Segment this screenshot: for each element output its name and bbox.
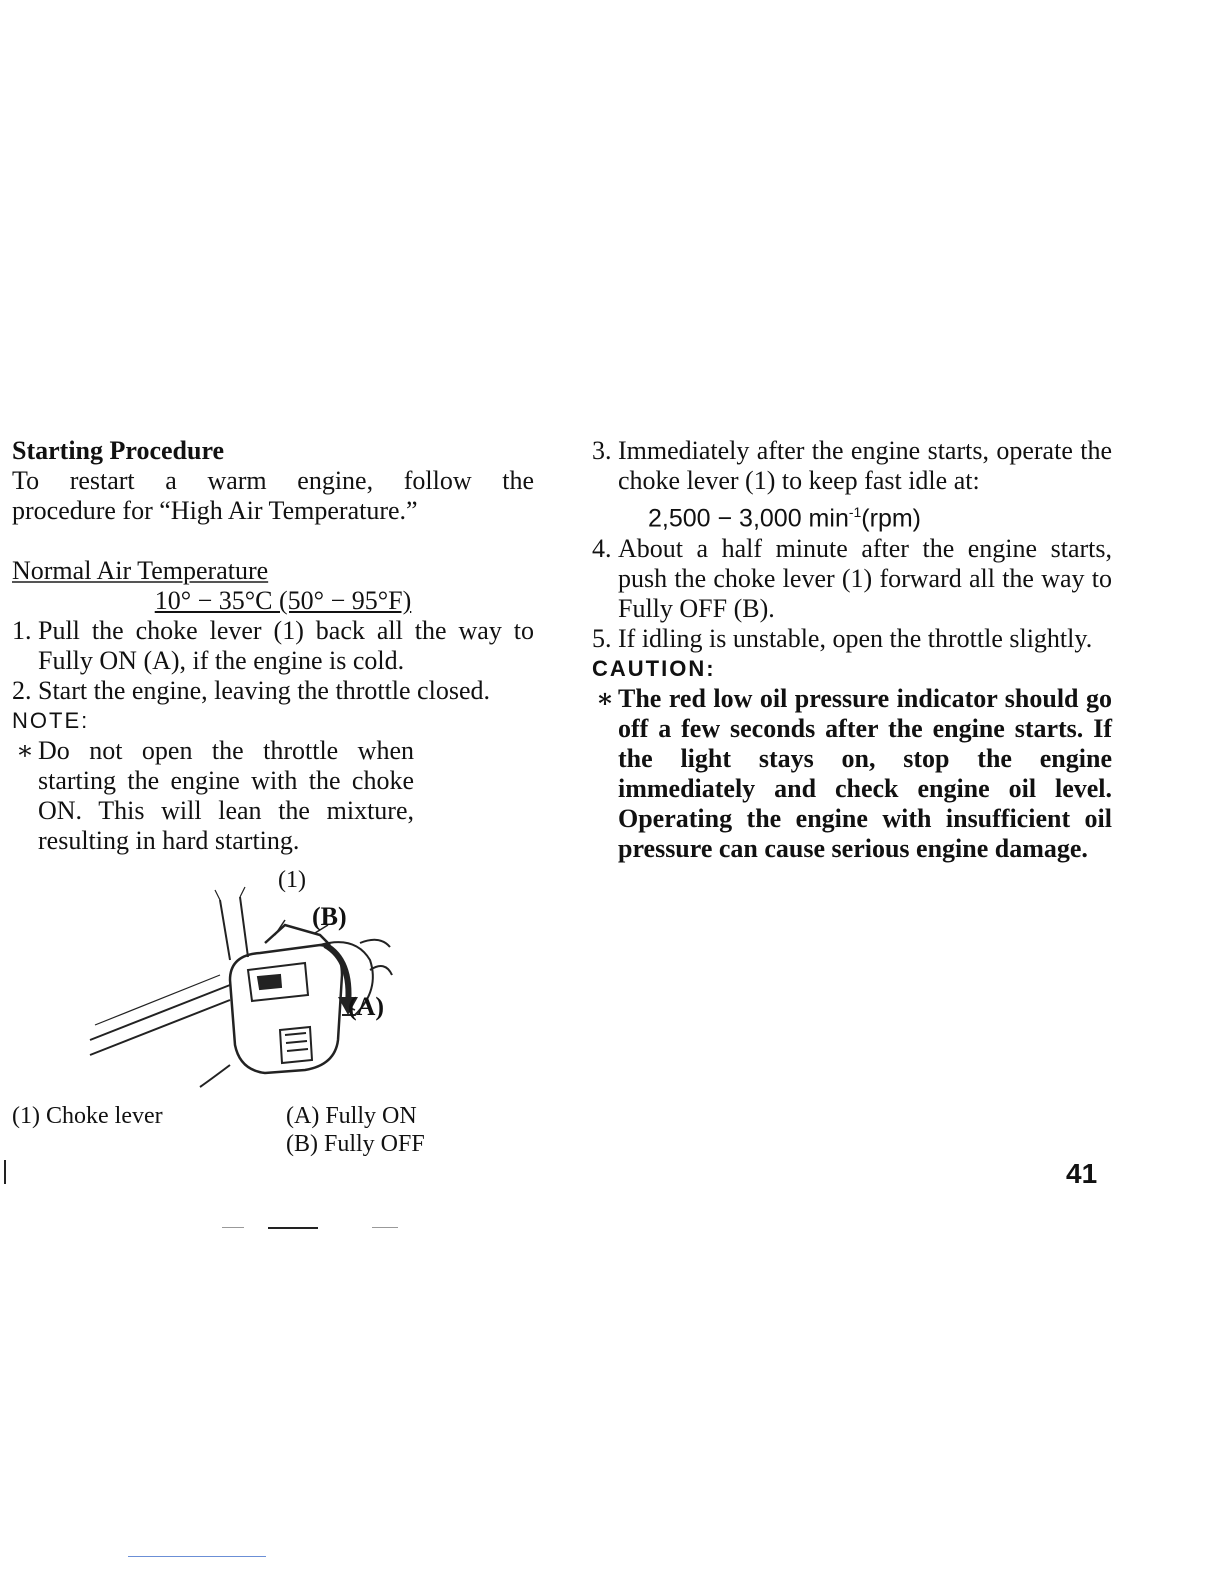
intro-line-2: procedure for “High Air Temperature.”	[12, 496, 418, 525]
figure-label-1: (1)	[278, 867, 306, 893]
step-number: 3.	[592, 436, 612, 465]
step-text: Immediately after the engine starts, operate the choke lever (1) to keep fast idle at:	[618, 436, 1112, 495]
step-number: 5.	[592, 624, 612, 654]
handlebar-drawing	[80, 865, 410, 1095]
rpm-value: 2,500 − 3,000 min	[648, 504, 849, 533]
step-5	[592, 624, 1112, 654]
figure-label-b: (B)	[312, 902, 347, 931]
step-2	[12, 676, 534, 706]
step-text: If idling is unstable, open the throttle slightly.	[618, 624, 1093, 654]
caption-choke-lever: (1) Choke lever	[12, 1103, 163, 1129]
left-column	[12, 436, 534, 856]
rpm-superscript: -1	[848, 504, 862, 520]
caption-fully-off: (B) Fully OFF	[286, 1131, 425, 1157]
choke-lever-illustration	[80, 865, 410, 1095]
caution-item	[592, 684, 1112, 864]
note-text: Do not open the throttle when starting the engine with the choke ON. This will lean the mixture, resulting in hard starting.	[38, 736, 414, 855]
note-label: NOTE:	[12, 708, 90, 733]
step-number: 2.	[12, 676, 32, 705]
temperature-range: 10° − 35°C (50° − 95°F)	[154, 586, 412, 615]
caption-fully-on: (A) Fully ON	[286, 1103, 417, 1129]
step-1	[12, 616, 534, 676]
subheading: Normal Air Temperature	[12, 556, 269, 585]
caution-text: The red low oil pressure indicator should go off a few seconds after the engine starts. If the light stays on, stop the engine immediately and check engine oil level. Operating the engine with insufficient oil pressure can cause serious engine damage.	[618, 684, 1112, 864]
note-item	[12, 736, 534, 856]
fast-idle-rpm	[592, 496, 1112, 534]
step-4	[592, 534, 1112, 624]
scan-dash	[372, 1227, 398, 1228]
scan-dash	[222, 1227, 244, 1228]
caution-bullet: ∗	[596, 684, 614, 714]
rpm-unit: (rpm)	[861, 504, 922, 533]
note-bullet: ∗	[16, 736, 34, 765]
page-number: 41	[1066, 1158, 1098, 1189]
step-text: About a half minute after the engine starts, push the choke lever (1) forward all the way to Fully OFF (B).	[618, 534, 1112, 624]
scan-dash	[268, 1227, 318, 1229]
step-3	[592, 436, 1112, 496]
step-text: Pull the choke lever (1) back all the way to Fully ON (A), if the engine is cold.	[38, 616, 534, 675]
step-number: 1.	[12, 616, 32, 645]
scan-mark-left	[4, 1160, 6, 1184]
step-text: Start the engine, leaving the throttle closed.	[38, 676, 490, 705]
intro-line-1: To restart a warm engine, follow the	[12, 466, 534, 495]
figure-label-a: (A)	[348, 992, 385, 1021]
section-heading: Starting Procedure	[12, 436, 225, 465]
caution-label: CAUTION:	[592, 656, 716, 682]
scan-line-bottom	[128, 1556, 266, 1557]
step-number: 4.	[592, 534, 612, 564]
right-column	[592, 436, 1112, 864]
